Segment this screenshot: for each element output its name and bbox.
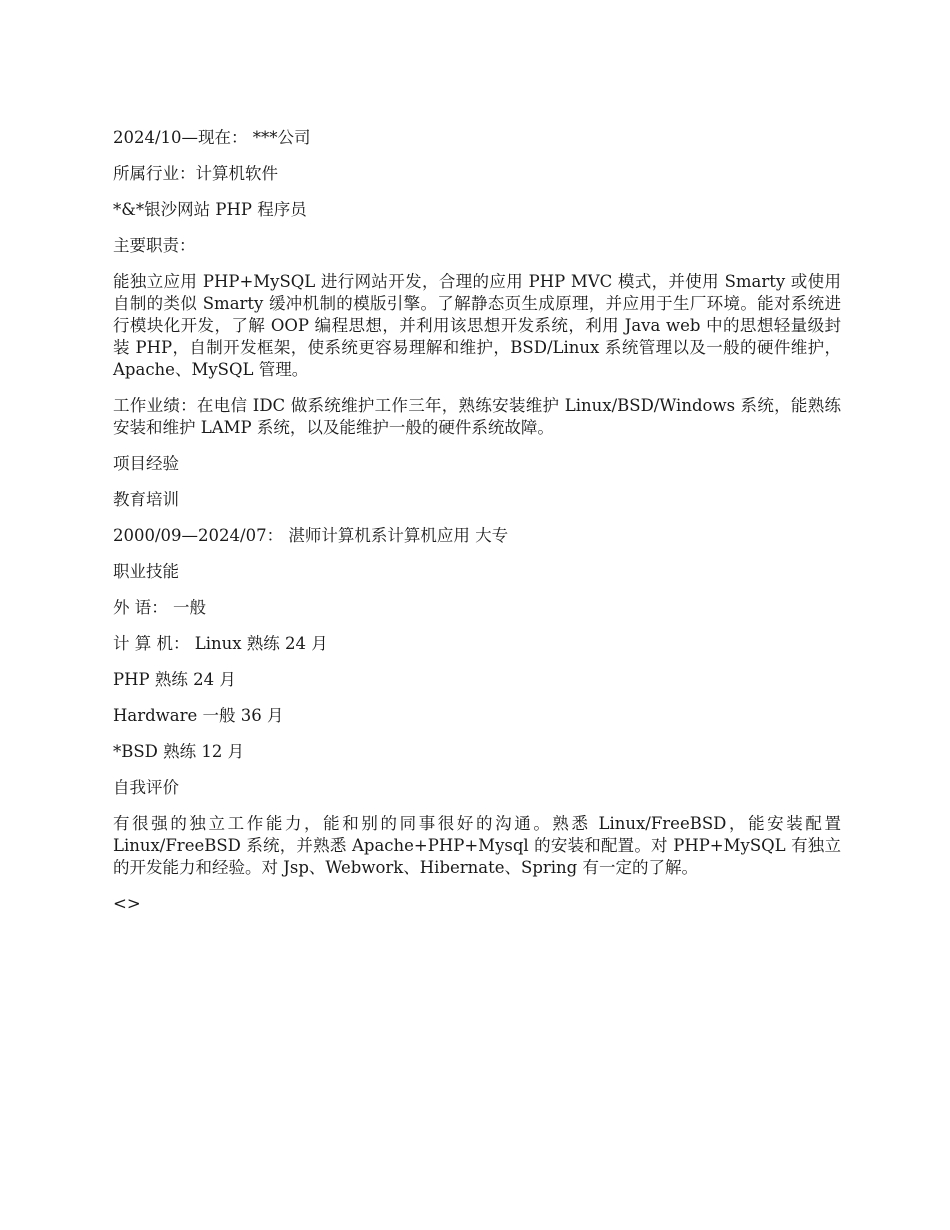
education-heading: 教育培训 [113,490,179,509]
work-period: 2024/10—现在： ***公司 [113,128,311,147]
work-achievements: 工作业绩：在电信 IDC 做系统维护工作三年，熟练安装维护 Linux/BSD/Windows 系统，能熟练安装和维护 LAMP 系统，以及能维护一般的硬件系统故障。 [113,396,841,437]
skill-computer: 计 算 机： Linux 熟练 24 月 [113,634,328,653]
work-industry: 所属行业：计算机软件 [113,164,278,183]
skill-bsd: *BSD 熟练 12 月 [113,742,245,761]
education-entry: 2000/09—2024/07： 湛师计算机系计算机应用 大专 [113,526,509,545]
duties-text: 能独立应用 PHP+MySQL 进行网站开发，合理的应用 PHP MVC 模式，并使用 Smarty 或使用自制的类似 Smarty 缓冲机制的模版引擎。了解静态页生成原理，并应用于生厂环境。能对系统进行模块化开发，了解 OOP 编程思想，并利用该思想开发系统，利用 Java web 中的思想轻量级封装 PHP，自制开发框架，使系统更容易理解和维护，BSD/Linux 系统管理以及一般的硬件维护，Apache、MySQL 管理。 [113,272,841,379]
skills-heading: 职业技能 [113,562,179,581]
skill-language: 外 语： 一般 [113,598,206,617]
work-position: *&*银沙网站 PHP 程序员 [113,200,307,219]
footer-marker: <> [113,894,141,913]
resume-document [113,127,841,929]
self-eval-text: 有很强的独立工作能力，能和别的同事很好的沟通。熟悉 Linux/FreeBSD，能安装配置 Linux/FreeBSD 系统，并熟悉 Apache+PHP+Mysql 的安装和配置。对 PHP+MySQL 有独立的开发能力和经验。对 Jsp、Webwork、Hibernate、Spring 有一定的了解。 [113,814,841,877]
duties-heading: 主要职责： [113,236,196,255]
skill-hardware: Hardware 一般 36 月 [113,706,284,725]
skill-php: PHP 熟练 24 月 [113,670,236,689]
self-eval-heading: 自我评价 [113,778,179,797]
projects-heading: 项目经验 [113,454,179,473]
